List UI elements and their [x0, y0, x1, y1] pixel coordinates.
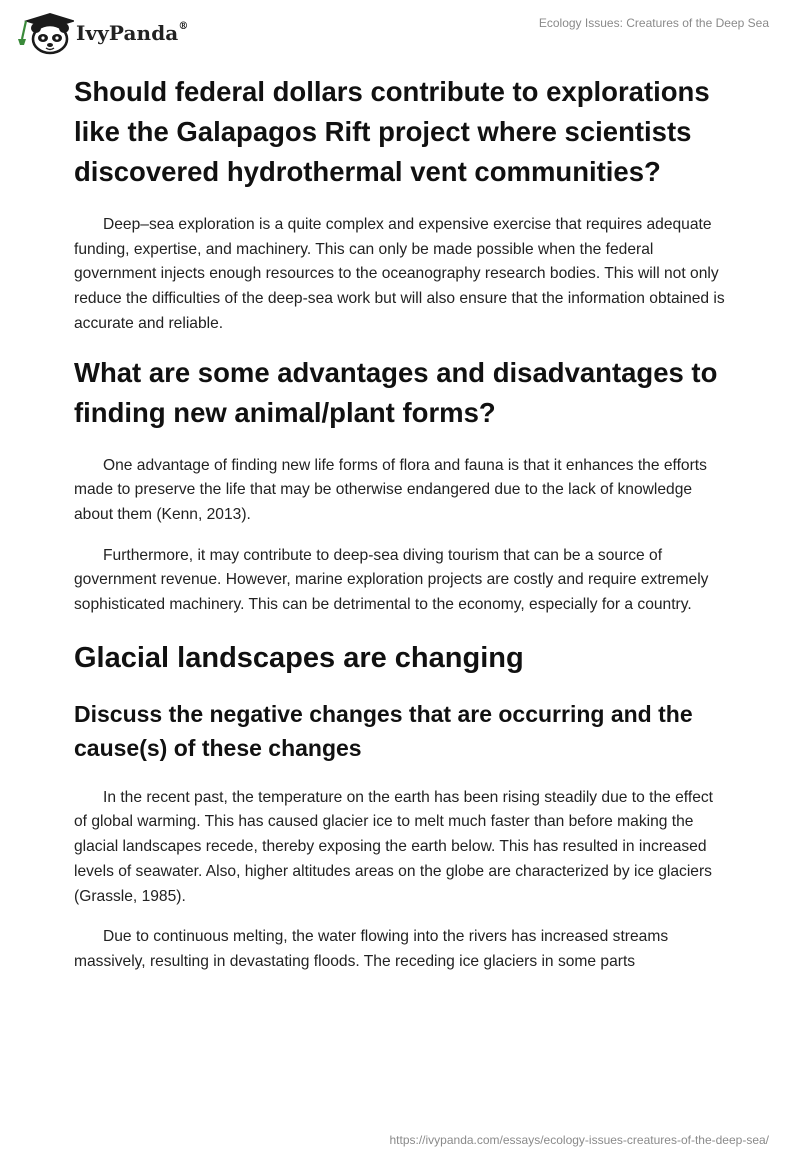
document-title: Ecology Issues: Creatures of the Deep Sea	[538, 16, 769, 30]
panda-graduate-icon	[14, 11, 74, 55]
site-logo[interactable]	[14, 11, 188, 55]
page-header	[0, 0, 800, 60]
paragraph-global-warming: In the recent past, the temperature on the earth has been rising steadily due to the effect of global warming. This has caused glacier ice to melt much faster than before making the glacial landscapes recede, thereby exposing the earth below. This has resulted in increased levels of seawater. Also, higher altitudes areas on the globe are characterized by ice glaciers (Grassle, 1985).	[74, 788, 713, 905]
brand-name: IvyPanda®	[76, 21, 189, 45]
paragraph-deep-sea-funding: Deep–sea exploration is a quite complex and expensive exercise that requires adequate funding, expertise, and machinery. This can only be made possible when the federal government injects enough resources to the oceanography research bodies. This will not only reduce the difficulties of the deep-sea work but will also ensure that the information obtained is accurate and reliable.	[74, 216, 725, 332]
heading-federal-dollars: Should federal dollars contribute to explorations like the Galapagos Rift project where scientists discovered hydrothermal vent communities?	[74, 76, 710, 187]
subheading-negative-changes: Discuss the negative changes that are occurring and the cause(s) of these changes	[74, 700, 693, 761]
heading-glacial-landscapes: Glacial landscapes are changing	[74, 641, 524, 674]
heading-advantages-disadvantages: What are some advantages and disadvantages to finding new animal/plant forms?	[74, 356, 718, 428]
paragraph-melting: Due to continuous melting, the water flowing into the rivers has increased streams massively, resulting in devastating floods. The receding ice glaciers in some parts	[74, 928, 669, 970]
source-url[interactable]: https://ivypanda.com/essays/ecology-issues-creatures-of-the-deep-sea/	[389, 1133, 769, 1147]
paragraph-tourism: Furthermore, it may contribute to deep-sea diving tourism that can be a source of government revenue. However, marine exploration projects are costly and require extremely sophisticated machinery. This can be detrimental to the economy, especially for a country.	[74, 546, 709, 614]
paragraph-advantage: One advantage of finding new life forms of flora and fauna is that it enhances the efforts made to preserve the life that may be otherwise endangered due to the lack of knowledge about them (Kenn, 2013).	[74, 456, 707, 523]
article-body	[74, 72, 726, 975]
registered-mark: ®	[178, 21, 189, 33]
